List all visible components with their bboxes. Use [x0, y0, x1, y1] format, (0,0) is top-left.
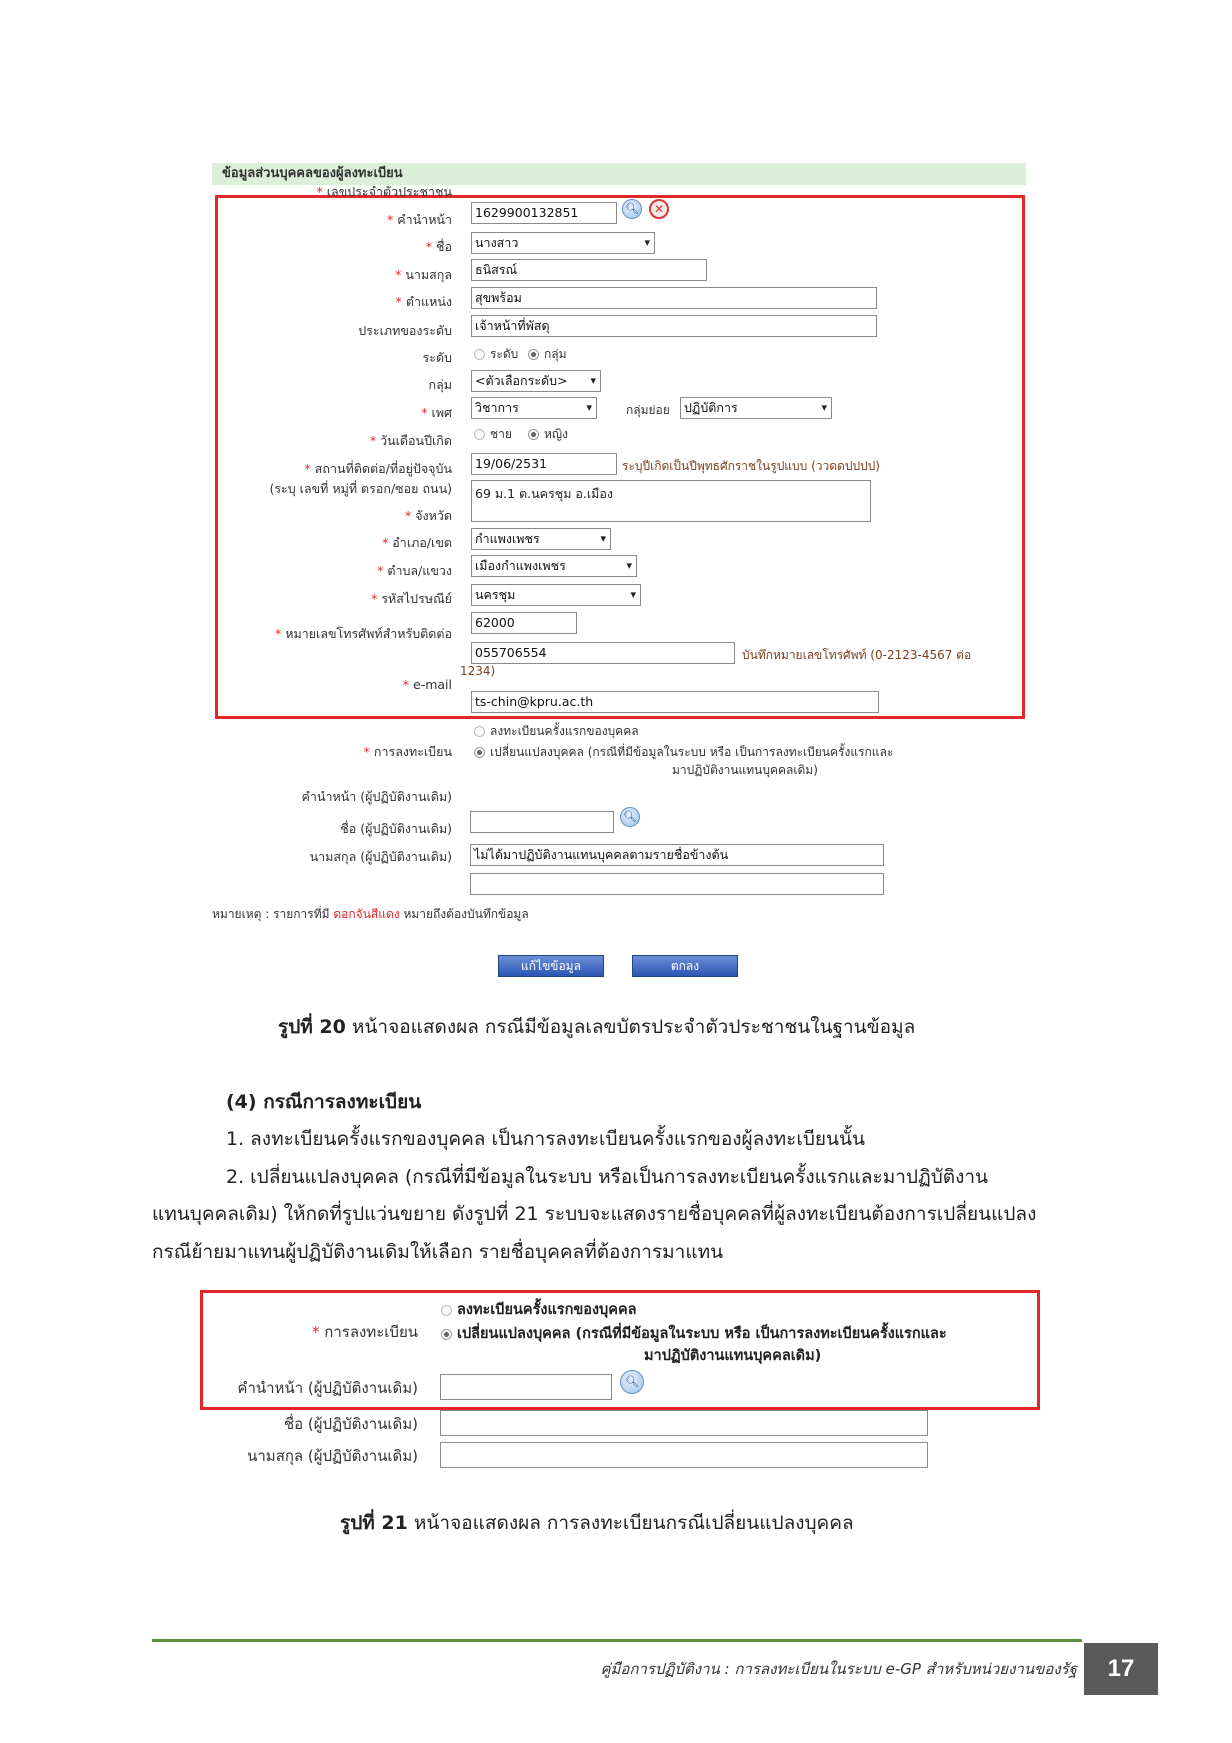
id-number-label: * เลขประจำตัวประชาชน [316, 184, 452, 199]
search-icon[interactable]: 🔍︎ [622, 199, 642, 219]
level-type-radio-1[interactable]: ระดับ [474, 345, 518, 364]
registration-label: * การลงทะเบียน [363, 744, 452, 759]
prev-surname-input[interactable] [440, 1442, 928, 1468]
birth-date-hint: ระบุปีเกิดเป็นปีพุทธศักราชในรูปแบบ (ววดดปปปป) [622, 459, 880, 473]
gender-label: * เพศ [421, 405, 452, 420]
phone-hint-line1: บันทึกหมายเลขโทรศัพท์ (0-2123-4567 ต่อ [742, 648, 972, 662]
position-label: * ตำแหน่ง [395, 294, 452, 309]
prev-surname-label: นามสกุล (ผู้ปฏิบัติงานเดิม) [247, 1447, 418, 1465]
birth-date-label: * วันเดือนปีเกิด [369, 433, 452, 448]
registration-radio-change[interactable]: เปลี่ยนแปลงบุคคล (กรณีที่มีข้อมูลในระบบ หรือ เป็นการลงทะเบียนครั้งแรกและ [441, 1322, 947, 1345]
subdistrict-select[interactable]: นครชุม ▾ [471, 584, 641, 606]
level-label: ระดับ [422, 350, 452, 365]
prev-name-label: ชื่อ (ผู้ปฏิบัติงานเดิม) [340, 821, 452, 836]
address-textarea[interactable]: 69 ม.1 ต.นครชุม อ.เมือง [471, 480, 871, 522]
registration-radio-first[interactable]: ลงทะเบียนครั้งแรกของบุคคล [474, 722, 639, 741]
subgroup-label: กลุ่มย่อย [626, 403, 670, 417]
prev-title-input[interactable] [440, 1374, 612, 1400]
paragraph-2-line1: 2. เปลี่ยนแปลงบุคคล (กรณีที่มีข้อมูลในระบบ หรือเป็นการลงทะเบียนครั้งแรกและมาปฏิบัติงาน [226, 1166, 989, 1188]
subdistrict-label: * ตำบล/แขวง [377, 563, 452, 578]
group-select[interactable]: วิชาการ ▾ [471, 397, 597, 419]
last-name-input[interactable]: สุขพร้อม [471, 287, 877, 309]
phone-input[interactable]: 055706554 [471, 642, 735, 664]
paragraph-2-line3: กรณีย้ายมาแทนผู้ปฏิบัติงานเดิมให้เลือก รายชื่อบุคคลที่ต้องการมาแทน [152, 1241, 724, 1263]
registration-label: * การลงทะเบียน [312, 1323, 418, 1341]
footer-line [152, 1639, 1082, 1642]
gender-radio-female[interactable]: หญิง [528, 425, 568, 444]
district-select[interactable]: เมืองกำแพงเพชร ▾ [471, 555, 637, 577]
section-heading: (4) กรณีการลงทะเบียน [226, 1091, 422, 1113]
address-label-line2: (ระบุ เลขที่ หมู่ที่ ตรอก/ซอย ถนน) [269, 481, 452, 496]
title-prefix-select[interactable]: นางสาว ▾ [471, 232, 655, 254]
prev-name-input[interactable] [440, 1410, 928, 1436]
registration-radio-change[interactable]: เปลี่ยนแปลงบุคคล (กรณีที่มีข้อมูลในระบบ หรือ เป็นการลงทะเบียนครั้งแรกและ [474, 743, 893, 762]
section-title: ข้อมูลส่วนบุคคลของผู้ลงทะเบียน [212, 163, 1026, 185]
level-type-radio-2[interactable]: กลุ่ม [528, 345, 567, 364]
figure-21-form [196, 1280, 1041, 1470]
level-type-label: ประเภทของระดับ [358, 323, 452, 338]
paragraph-2-line2: แทนบุคคลเดิม) ให้กดที่รูปแว่นขยาย ดังรูปที่ 21 ระบบจะแสดงรายชื่อบุคคลที่ผู้ลงทะเบียนต้องการเปลี่ยนแปลง [152, 1203, 1037, 1225]
prev-name-label: ชื่อ (ผู้ปฏิบัติงานเดิม) [283, 1415, 418, 1433]
phone-hint-line2: 1234) [460, 664, 496, 678]
figure-21-caption: รูปที่ 21 หน้าจอแสดงผล การลงทะเบียนกรณีเปลี่ยนแปลงบุคคล [340, 1512, 854, 1534]
phone-label: * หมายเลขโทรศัพท์สำหรับติดต่อ [274, 626, 452, 641]
prev-title-input[interactable] [470, 811, 614, 833]
title-prefix-label: * คำนำหน้า [387, 212, 452, 227]
email-label: * e-mail [402, 677, 452, 692]
gender-radio-male[interactable]: ชาย [474, 425, 512, 444]
level-select[interactable]: <ตัวเลือกระดับ> ▾ [471, 370, 601, 392]
province-select[interactable]: กำแพงเพชร ▾ [471, 528, 611, 550]
prev-title-label: คำนำหน้า (ผู้ปฏิบัติงานเดิม) [237, 1379, 418, 1397]
province-label: * จังหวัด [404, 508, 452, 523]
last-name-label: * นามสกุล [395, 267, 452, 282]
figure-20-form [212, 163, 1026, 923]
registration-radio-first[interactable]: ลงทะเบียนครั้งแรกของบุคคล [441, 1298, 637, 1321]
postcode-input[interactable]: 62000 [471, 612, 577, 634]
subgroup-select[interactable]: ปฏิบัติการ ▾ [680, 397, 832, 419]
first-name-label: * ชื่อ [425, 239, 452, 254]
ok-button[interactable]: ตกลง [632, 955, 738, 977]
registration-option2-line2: มาปฏิบัติงานแทนบุคคลเดิม) [644, 1348, 822, 1364]
position-input[interactable]: เจ้าหน้าที่พัสดุ [471, 315, 877, 337]
prev-surname-input[interactable] [470, 873, 884, 895]
figure-20-caption: รูปที่ 20 หน้าจอแสดงผล กรณีมีข้อมูลเลขบัตรประจำตัวประชาชนในฐานข้อมูล [278, 1016, 916, 1038]
close-icon[interactable]: ✕ [649, 199, 669, 219]
first-name-input[interactable]: ธนิสรณ์ [471, 259, 707, 281]
prev-surname-label: นามสกุล (ผู้ปฏิบัติงานเดิม) [309, 849, 452, 864]
birth-date-input[interactable]: 19/06/2531 [471, 453, 617, 475]
required-note: หมายเหตุ : รายการที่มี ดอกจันสีแดง หมายถึงต้องบันทึกข้อมูล [212, 907, 529, 921]
registration-option2-line2: มาปฏิบัติงานแทนบุคคลเดิม) [672, 763, 818, 777]
district-label: * อำเภอ/เขต [382, 535, 452, 550]
search-icon[interactable]: 🔍︎ [620, 1370, 644, 1394]
search-icon[interactable]: 🔍︎ [620, 807, 640, 827]
group-label: กลุ่ม [428, 377, 452, 392]
email-input[interactable]: ts-chin@kpru.ac.th [471, 691, 879, 713]
paragraph-1: 1. ลงทะเบียนครั้งแรกของบุคคล เป็นการลงทะเบียนครั้งแรกของผู้ลงทะเบียนนั้น [226, 1128, 865, 1150]
prev-name-input[interactable]: ไม่ได้มาปฏิบัติงานแทนบุคคลตามรายชื่อข้างต้น [470, 844, 884, 866]
footer-text: คู่มือการปฏิบัติงาน : การลงทะเบียนในระบบ e-GP สำหรับหน่วยงานของรัฐ [600, 1660, 1077, 1678]
page-number: 17 [1084, 1643, 1158, 1695]
edit-button[interactable]: แก้ไขข้อมูล [498, 955, 604, 977]
address-label-line1: * สถานที่ติดต่อ/ที่อยู่ปัจจุบัน [304, 461, 452, 476]
id-number-input[interactable]: 1629900132851 [471, 202, 617, 224]
postcode-label: * รหัสไปรษณีย์ [371, 591, 452, 606]
prev-title-label: คำนำหน้า (ผู้ปฏิบัติงานเดิม) [301, 789, 452, 804]
